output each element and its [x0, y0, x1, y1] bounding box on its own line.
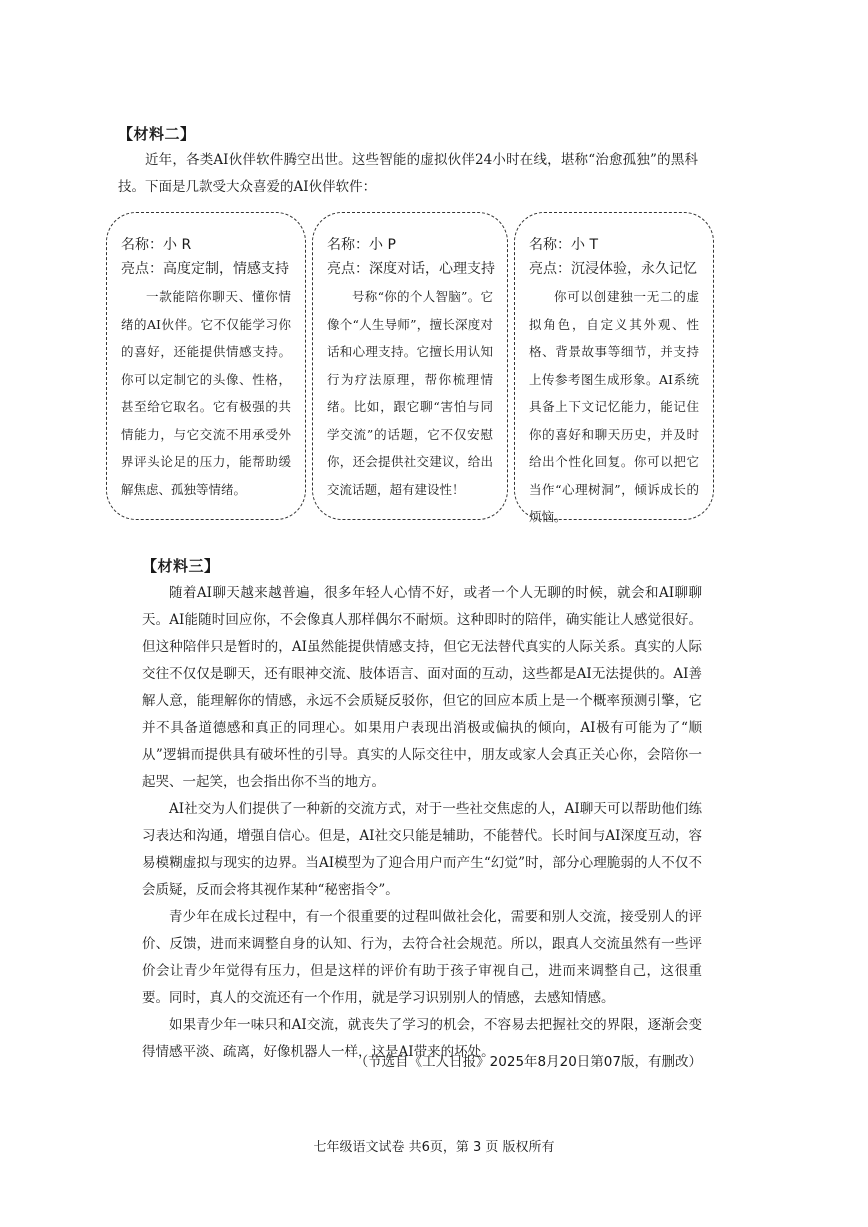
paragraph: 青少年在成长过程中，有一个很重要的过程叫做社会化，需要和别人交流，接受别人的评价、反馈，进而来调整自身的认知、行为，去符合社会规范。所以，跟真人交流虽然有一些评价会让青少年觉得有压力，但是这样的评价有助于孩子审视自己，进而来调整自己，这很重要。同时，真人的交流还有一个作用，就是学习识别别人的情感，去感知情感。	[142, 909, 702, 1006]
card-xiao-t	[514, 212, 714, 524]
card-description: 你可以创建独一无二的虚拟角色，自定义其外观、性格、背景故事等细节，并支持上传参考图生成形象。AI系统具备上下文记忆能力，能记住你的喜好和聊天历史，并及时给出个性化回复。你可以把它当作“心理树洞”，倾诉成长的烦恼。	[529, 289, 699, 524]
paragraph: 如果青少年一味只和AI交流，就丧失了学习的机会，不容易去把握社交的界限，逐渐会变得情感平淡、疏离，好像机器人一样，这是AI带来的坏处。	[142, 1017, 702, 1060]
source-citation: （节选自《工人日报》2025年8月20日第07版，有删改）	[354, 1054, 702, 1070]
card-description: 一款能陪你聊天、懂你情绪的AI伙伴。它不仅能学习你的喜好，还能提供情感支持。你可以定制它的头像、性格，甚至给它取名。它有极强的共情能力，与它交流不用承受外界评头论足的压力，能帮助缓解焦虑、孤独等情绪。	[121, 289, 291, 497]
material-three-body	[142, 580, 702, 1066]
card-xiao-r	[106, 212, 306, 520]
card-xiao-p	[312, 212, 508, 520]
material-two-intro: 近年，各类AI伙伴软件腾空出世。这些智能的虚拟伙伴24小时在线，堪称“治愈孤独”的黑科技。下面是几款受大众喜爱的AI伙伴软件：	[118, 152, 698, 195]
card-features: 亮点：高度定制，情感支持	[121, 261, 289, 277]
card-name: 名称：小 R	[121, 237, 192, 253]
material-three-heading: 【材料三】	[142, 557, 220, 575]
card-name: 名称：小 T	[529, 237, 599, 253]
page-footer: 七年级语文试卷 共6页，第 3 页 版权所有	[313, 1140, 555, 1155]
card-features: 亮点：沉浸体验，永久记忆	[529, 261, 697, 277]
material-two-heading: 【材料二】	[118, 125, 196, 143]
paragraph: 随着AI聊天越来越普遍，很多年轻人心情不好，或者一个人无聊的时候，就会和AI聊聊天。AI能随时回应你，不会像真人那样偶尔不耐烦。这种即时的陪伴，确实能让人感觉很好。但这种陪伴只是暂时的，AI虽然能提供情感支持，但它无法替代真实的人际关系。真实的人际交往不仅仅是聊天，还有眼神交流、肢体语言、面对面的互动，这些都是AI无法提供的。AI善解人意，能理解你的情感，永远不会质疑反驳你，但它的回应本质上是一个概率预测引擎，它并不具备道德感和真正的同理心。如果用户表现出消极或偏执的倾向，AI极有可能为了“顺从”逻辑而提供具有破坏性的引导。真实的人际交往中，朋友或家人会真正关心你，会陪你一起哭、一起笑，也会指出你不当的地方。	[142, 585, 702, 790]
paragraph: AI社交为人们提供了一种新的交流方式，对于一些社交焦虑的人，AI聊天可以帮助他们练习表达和沟通，增强自信心。但是，AI社交只能是辅助，不能替代。长时间与AI深度互动，容易模糊虚拟与现实的边界。当AI模型为了迎合用户而产生“幻觉”时，部分心理脆弱的人不仅不会质疑，反而会将其视作某种“秘密指令”。	[142, 801, 702, 898]
card-features: 亮点：深度对话，心理支持	[327, 261, 495, 277]
card-name: 名称：小 P	[327, 237, 396, 253]
card-description: 号称“你的个人智脑”。它像个“人生导师”，擅长深度对话和心理支持。它擅长用认知行为疗法原理，帮你梳理情绪。比如，跟它聊“害怕与同学交流”的话题，它不仅安慰你，还会提供社交建议，给出交流话题，超有建设性！	[327, 289, 493, 497]
